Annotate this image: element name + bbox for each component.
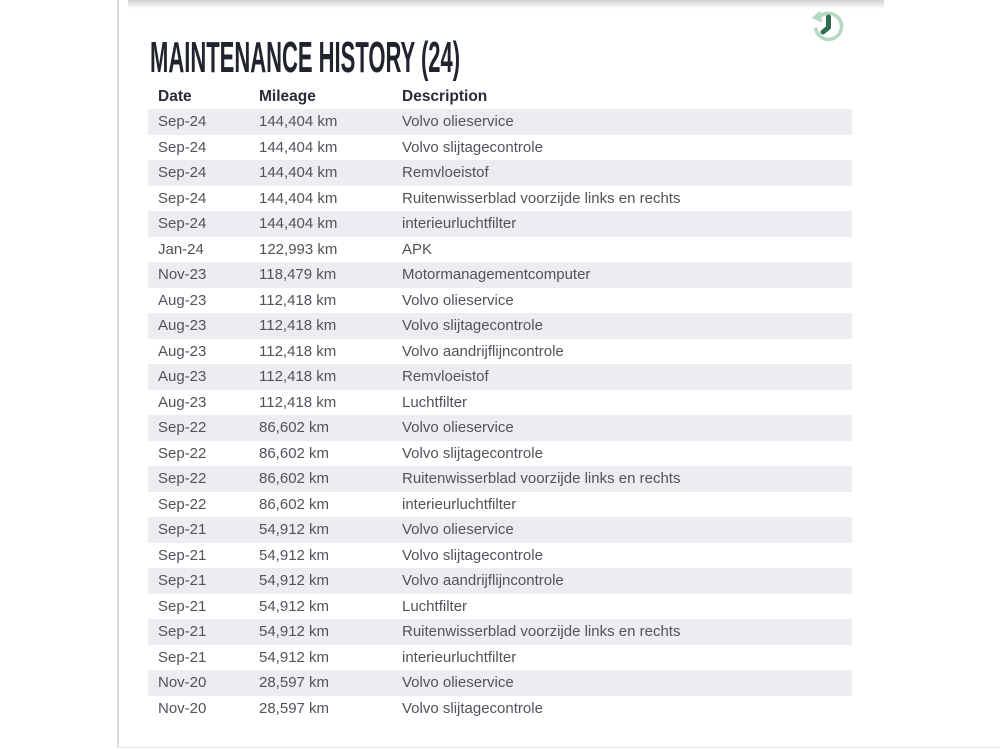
- table-row: [148, 415, 852, 441]
- table-row: [148, 517, 852, 543]
- mileage-cell: 86,602 km: [259, 470, 330, 488]
- table-row: [148, 313, 852, 339]
- date-cell: Aug-23: [158, 342, 207, 360]
- description-cell: Volvo slijtagecontrole: [402, 138, 543, 156]
- table-row: [148, 109, 852, 135]
- table-row: [148, 670, 852, 696]
- maintenance-table-body: [148, 109, 852, 721]
- bottom-divider-line: [117, 747, 1000, 748]
- mileage-cell: 54,912 km: [259, 623, 330, 641]
- description-cell: interieurluchtfilter: [402, 495, 517, 513]
- table-row: [148, 441, 852, 467]
- maintenance-table: [148, 84, 852, 721]
- mileage-cell: 86,602 km: [259, 419, 330, 437]
- description-cell: Volvo olieservice: [402, 291, 514, 309]
- mileage-cell: 86,602 km: [259, 495, 330, 513]
- description-cell: Ruitenwisserblad voorzijde links en rechts: [402, 623, 681, 641]
- date-cell: Sep-24: [158, 189, 207, 207]
- table-row: [148, 135, 852, 161]
- mileage-cell: 122,993 km: [259, 240, 338, 258]
- history-refresh-button[interactable]: [806, 3, 850, 47]
- mileage-cell: 86,602 km: [259, 444, 330, 462]
- description-cell: APK: [402, 240, 433, 258]
- description-cell: Volvo olieservice: [402, 113, 514, 131]
- date-cell: Sep-21: [158, 521, 207, 539]
- date-cell: Nov-20: [158, 674, 207, 692]
- mileage-cell: 54,912 km: [259, 572, 330, 590]
- table-header-row: [148, 84, 852, 109]
- description-cell: Volvo slijtagecontrole: [402, 699, 543, 717]
- left-divider-line: [117, 0, 119, 747]
- mileage-cell: 112,418 km: [259, 291, 337, 309]
- table-row: [148, 364, 852, 390]
- description-cell: Volvo aandrijflijncontrole: [402, 572, 564, 590]
- table-row: [148, 568, 852, 594]
- mileage-cell: 28,597 km: [259, 674, 330, 692]
- description-cell: Ruitenwisserblad voorzijde links en rechts: [402, 189, 681, 207]
- table-row: [148, 619, 852, 645]
- description-cell: Ruitenwisserblad voorzijde links en rechts: [402, 470, 681, 488]
- description-cell: Volvo olieservice: [402, 419, 514, 437]
- column-header-description: Description: [402, 87, 488, 105]
- date-cell: Sep-21: [158, 597, 207, 615]
- table-row: [148, 237, 852, 263]
- date-cell: Sep-24: [158, 215, 207, 233]
- mileage-cell: 54,912 km: [259, 546, 330, 564]
- date-cell: Aug-23: [158, 393, 207, 411]
- description-cell: Volvo slijtagecontrole: [402, 444, 543, 462]
- date-cell: Sep-21: [158, 648, 207, 666]
- column-header-mileage: Mileage: [259, 87, 316, 105]
- date-cell: Sep-22: [158, 470, 207, 488]
- table-row: [148, 186, 852, 212]
- mileage-cell: 54,912 km: [259, 521, 330, 539]
- description-cell: interieurluchtfilter: [402, 215, 517, 233]
- description-cell: Volvo olieservice: [402, 674, 514, 692]
- mileage-cell: 144,404 km: [259, 189, 338, 207]
- page-title: MAINTENANCE HISTORY (24): [150, 33, 461, 83]
- description-cell: Volvo slijtagecontrole: [402, 546, 543, 564]
- date-cell: Sep-22: [158, 495, 207, 513]
- description-cell: Luchtfilter: [402, 393, 468, 411]
- table-row: [148, 696, 852, 722]
- mileage-cell: 54,912 km: [259, 648, 330, 666]
- table-row: [148, 594, 852, 620]
- mileage-cell: 28,597 km: [259, 699, 330, 717]
- table-row: [148, 645, 852, 671]
- date-cell: Nov-20: [158, 699, 207, 717]
- table-row: [148, 466, 852, 492]
- date-cell: Sep-21: [158, 623, 207, 641]
- table-row: [148, 288, 852, 314]
- mileage-cell: 144,404 km: [259, 113, 338, 131]
- date-cell: Aug-23: [158, 317, 207, 335]
- table-row: [148, 211, 852, 237]
- date-cell: Aug-23: [158, 368, 207, 386]
- date-cell: Sep-24: [158, 113, 207, 131]
- table-row: [148, 390, 852, 416]
- mileage-cell: 144,404 km: [259, 138, 338, 156]
- mileage-cell: 112,418 km: [259, 393, 337, 411]
- mileage-cell: 112,418 km: [259, 368, 337, 386]
- description-cell: interieurluchtfilter: [402, 648, 517, 666]
- mileage-cell: 144,404 km: [259, 215, 338, 233]
- top-scroll-shadow: [128, 0, 884, 9]
- mileage-cell: 54,912 km: [259, 597, 330, 615]
- mileage-cell: 118,479 km: [259, 266, 337, 284]
- date-cell: Nov-23: [158, 266, 207, 284]
- date-cell: Aug-23: [158, 291, 207, 309]
- description-cell: Remvloeistof: [402, 164, 489, 182]
- date-cell: Sep-21: [158, 572, 207, 590]
- column-header-date: Date: [158, 87, 192, 105]
- mileage-cell: 144,404 km: [259, 164, 338, 182]
- date-cell: Sep-21: [158, 546, 207, 564]
- date-cell: Sep-22: [158, 444, 207, 462]
- table-row: [148, 262, 852, 288]
- date-cell: Sep-22: [158, 419, 207, 437]
- table-row: [148, 160, 852, 186]
- table-row: [148, 339, 852, 365]
- date-cell: Sep-24: [158, 164, 207, 182]
- description-cell: Luchtfilter: [402, 597, 468, 615]
- date-cell: Jan-24: [158, 240, 204, 258]
- table-row: [148, 543, 852, 569]
- mileage-cell: 112,418 km: [259, 342, 337, 360]
- description-cell: Motormanagementcomputer: [402, 266, 591, 284]
- description-cell: Volvo aandrijflijncontrole: [402, 342, 564, 360]
- table-row: [148, 492, 852, 518]
- description-cell: Volvo olieservice: [402, 521, 514, 539]
- description-cell: Remvloeistof: [402, 368, 489, 386]
- mileage-cell: 112,418 km: [259, 317, 337, 335]
- description-cell: Volvo slijtagecontrole: [402, 317, 543, 335]
- history-refresh-icon: [806, 35, 850, 50]
- date-cell: Sep-24: [158, 138, 207, 156]
